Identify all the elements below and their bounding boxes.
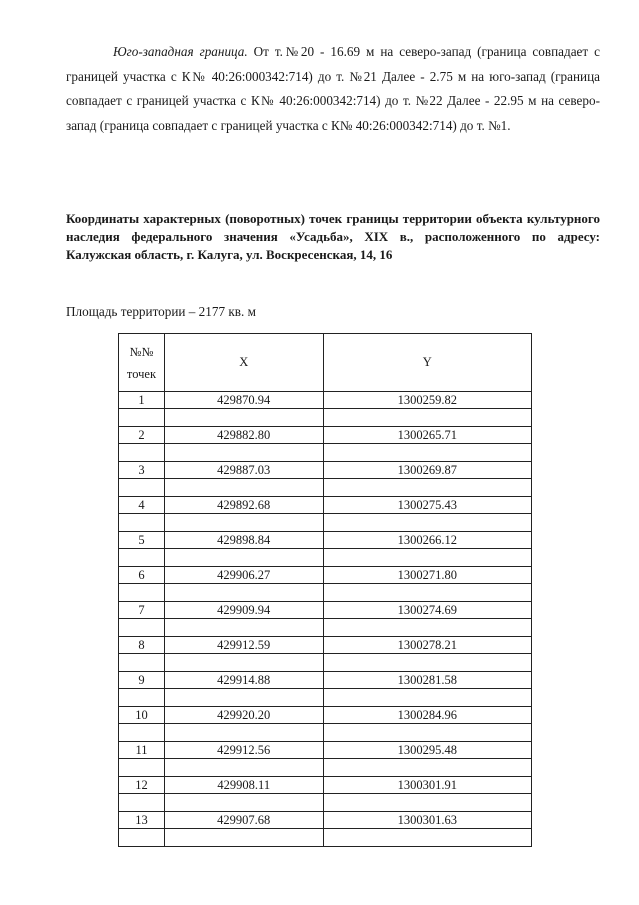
cell-y: 1300301.63 [323,812,531,829]
table-spacer-row [119,409,532,427]
spacer-cell [119,654,165,672]
spacer-cell [119,759,165,777]
cell-x: 429870.94 [164,392,323,409]
cell-point-number: 7 [119,602,165,619]
cell-point-number: 9 [119,672,165,689]
cell-y: 1300271.80 [323,567,531,584]
table-spacer-row [119,514,532,532]
spacer-cell [119,794,165,812]
cell-point-number: 1 [119,392,165,409]
spacer-cell [164,794,323,812]
table-row [119,672,532,689]
cell-point-number: 2 [119,427,165,444]
spacer-cell [323,794,531,812]
table-row [119,392,532,409]
boundary-description [66,40,600,138]
spacer-cell [164,514,323,532]
spacer-cell [119,619,165,637]
table-spacer-row [119,759,532,777]
cell-x: 429892.68 [164,497,323,514]
cell-x: 429909.94 [164,602,323,619]
spacer-cell [119,409,165,427]
spacer-cell [119,444,165,462]
cell-point-number: 10 [119,707,165,724]
cell-point-number: 5 [119,532,165,549]
spacer-cell [119,724,165,742]
spacer-cell [164,759,323,777]
cell-y: 1300259.82 [323,392,531,409]
header-y: Y [323,334,531,392]
spacer-cell [323,444,531,462]
cell-y: 1300301.91 [323,777,531,794]
cell-point-number: 13 [119,812,165,829]
header-points-label: точек [126,366,157,381]
table-row [119,777,532,794]
spacer-cell [164,689,323,707]
spacer-cell [323,689,531,707]
table-row [119,602,532,619]
spacer-cell [164,584,323,602]
spacer-cell [164,549,323,567]
spacer-cell [323,409,531,427]
table-spacer-row [119,479,532,497]
cell-x: 429907.68 [164,812,323,829]
cell-x: 429908.11 [164,777,323,794]
spacer-cell [323,584,531,602]
table-spacer-row [119,829,532,847]
spacer-cell [323,654,531,672]
spacer-cell [164,829,323,847]
table-row [119,532,532,549]
cell-x: 429882.80 [164,427,323,444]
cell-x: 429906.27 [164,567,323,584]
table-spacer-row [119,794,532,812]
cell-y: 1300269.87 [323,462,531,479]
cell-y: 1300284.96 [323,707,531,724]
cell-y: 1300274.69 [323,602,531,619]
header-number-sign: №№ [129,344,154,359]
table-spacer-row [119,549,532,567]
cell-point-number: 3 [119,462,165,479]
spacer-cell [164,724,323,742]
spacer-cell [323,724,531,742]
spacer-cell [323,619,531,637]
cell-y: 1300295.48 [323,742,531,759]
cell-y: 1300275.43 [323,497,531,514]
spacer-cell [164,619,323,637]
table-header-row [119,334,532,392]
spacer-cell [323,479,531,497]
spacer-cell [323,514,531,532]
table-row [119,707,532,724]
spacer-cell [119,584,165,602]
cell-y: 1300265.71 [323,427,531,444]
cell-point-number: 4 [119,497,165,514]
header-point-number [119,334,165,392]
header-x: X [164,334,323,392]
table-spacer-row [119,654,532,672]
table-row [119,812,532,829]
table-row [119,637,532,654]
table-spacer-row [119,724,532,742]
cell-point-number: 11 [119,742,165,759]
spacer-cell [323,829,531,847]
cell-x: 429887.03 [164,462,323,479]
boundary-text: От т.№20 - 16.69 м на северо-запад (граница совпадает с границей участка с К№ 40:26:000342:714) до т. №21 Далее - 2.75 м на юго-запад (граница совпадает с границей участка с К№ 40:26:000342:714) до т. №22 Далее - 22.95 м на северо-запад (граница совпадает с границей участка с К№ 40:26:000342:714) до т. №1. [66,44,600,133]
table-row [119,567,532,584]
spacer-cell [323,549,531,567]
table-row [119,462,532,479]
cell-x: 429920.20 [164,707,323,724]
table-row [119,497,532,514]
spacer-cell [119,549,165,567]
territory-area: Площадь территории – 2177 кв. м [66,304,256,319]
cell-point-number: 12 [119,777,165,794]
spacer-cell [323,759,531,777]
spacer-cell [164,479,323,497]
cell-x: 429912.59 [164,637,323,654]
spacer-cell [164,654,323,672]
spacer-cell [119,479,165,497]
cell-y: 1300281.58 [323,672,531,689]
spacer-cell [164,409,323,427]
table-spacer-row [119,444,532,462]
spacer-cell [119,689,165,707]
table-spacer-row [119,619,532,637]
table-row [119,427,532,444]
cell-y: 1300266.12 [323,532,531,549]
cell-x: 429898.84 [164,532,323,549]
table-row [119,742,532,759]
spacer-cell [164,444,323,462]
coordinates-heading: Координаты характерных (поворотных) точек границы территории объекта культурного наследия федерального значения «Усадьба», XIX в., расположенного по адресу: Калужская область, г. Калуга, ул. Воскресенская, 14, 16 [66,211,600,262]
spacer-cell [119,514,165,532]
cell-point-number: 6 [119,567,165,584]
cell-y: 1300278.21 [323,637,531,654]
table-spacer-row [119,584,532,602]
coordinates-table [118,333,532,847]
table-body [119,392,532,847]
spacer-cell [119,829,165,847]
cell-x: 429912.56 [164,742,323,759]
cell-x: 429914.88 [164,672,323,689]
boundary-lead: Юго-западная граница. [113,44,248,59]
table-spacer-row [119,689,532,707]
cell-point-number: 8 [119,637,165,654]
